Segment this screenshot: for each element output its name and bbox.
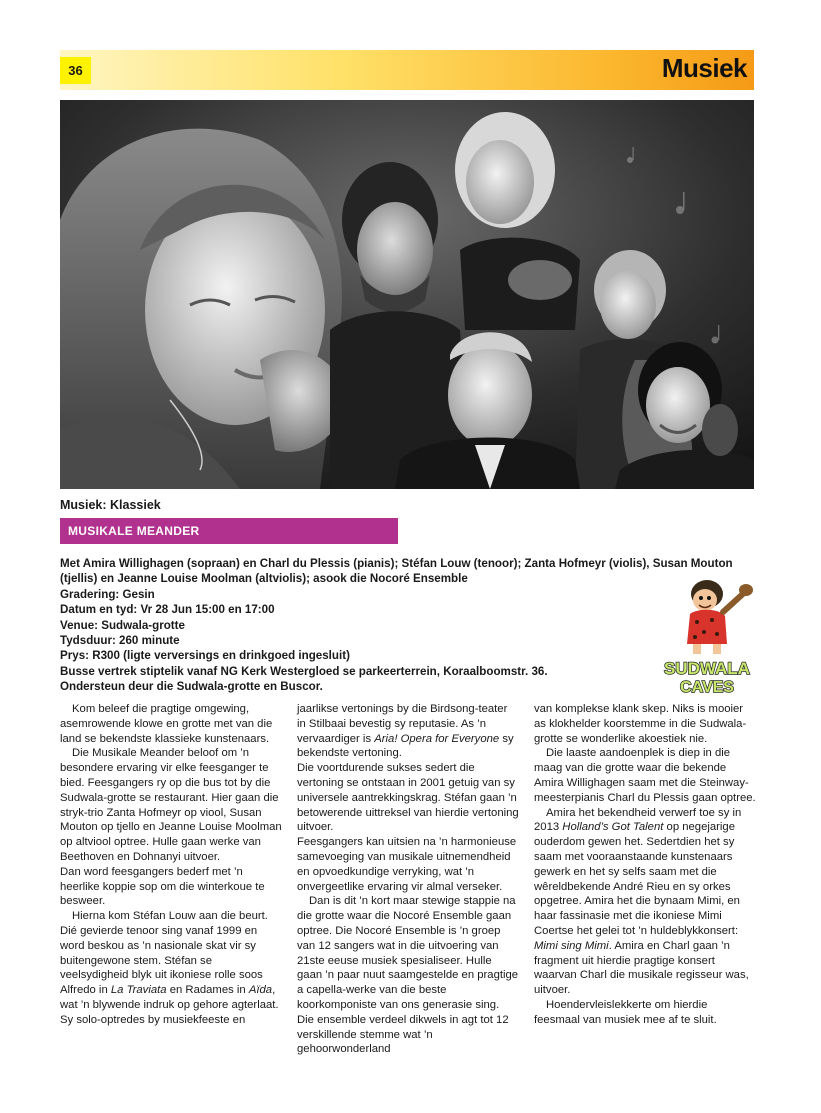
header-band [60, 50, 754, 90]
paragraph: Dan is dit ’n kort maar stewige stappie na die grotte waar die Nocoré Ensemble gaan optree. Die Nocoré Ensemble is ’n groep van 12 sangers wat in die uitvoering van 21ste eeuse musiek spesialiseer. Hulle gaan ’n paar nuut saamgestelde en pragtige a capella-werke van die beste koorkomponiste van ons generasie sing. Die ensemble verdeel dikwels in agt tot 12 verskillende stemme wat ’n gehoorwonderland [297, 895, 519, 1056]
article-column-2 [297, 702, 519, 1057]
page-number: 36 [60, 57, 91, 84]
logo-text-line1: SUDWALA [664, 659, 750, 678]
event-banner: MUSIKALE MEANDER [60, 518, 398, 544]
datetime: Datum en tyd: Vr 28 Jun 15:00 en 17:00 [60, 603, 275, 617]
article-column-3 [534, 702, 756, 1028]
performers: Met Amira Willighagen (sopraan) en Charl du Plessis (pianis); Stéfan Louw (tenoor); Zanta Hofmeyr (violis), Susan Mouton (tjellis) en Jeanne Louise Moolman (altviolis); asook die Nocoré Ensemble [60, 557, 733, 586]
opera-title: La Traviata [110, 984, 167, 997]
venue: Venue: Sudwala-grotte [60, 618, 185, 632]
logo-text-line2: CAVES [680, 679, 734, 696]
paragraph: jaarlikse vertonings by die Birdsong-teater in Stilbaai bevestig sy reputasie. As ’n vervaardiger is Aria! Opera for Everyone sy bekendste vertoning. [297, 703, 514, 760]
section-title: Musiek [661, 53, 747, 83]
support: Ondersteun deur die Sudwala-grotte en Buscor. [60, 680, 323, 694]
paragraph: Die Musikale Meander beloof om ’n besondere ervaring vir elke feesganger te bied. Feesgangers ry op die bus tot by die Sudwala-grotte se restaurant. Hier gaan die stryk-trio Zanta Hofmeyr op viool, Susan Mouton op tjello en Jeanne Louise Moolman op altviool optree. Hulle gaan werke van Beethoven en Dohnanyi uitvoer. [60, 747, 282, 863]
show-title: Aria! Opera for Everyone [374, 732, 500, 745]
opera-title: Aïda [248, 984, 273, 997]
concert-title: Mimi sing Mimi [534, 939, 609, 952]
ensemble-photo [60, 100, 754, 489]
paragraph: Dan word feesgangers bederf met ’n heerlike koppie sop om die winterkoue te besweer. [60, 865, 265, 908]
paragraph: Amira het bekendheid verwerf toe sy in 2013 Holland’s Got Talent op negejarige ouderdom gewen het. Sedertdien het sy saam met vooraanstaande kunstenaars gewerk en het sy selfs saam met die wêreldbekende André Rieu en sy orkes opgetree. Amira het die bynaam Mimi, en haar fassinasie met die ikoniese Mimi Coertse het gelei tot ’n huldeblykkonsert: Mimi sing Mimi. Amira en Charl gaan ’n fragment uit hierdie pragtige konsert waarvan Charl die musikale regisseur was, uitvoer. [534, 806, 749, 997]
paragraph: Die voortdurende sukses sedert die vertoning se ontstaan in 2001 getuig van sy universele aantrekkingskrag. Stéfan gaan ’n betowerende uittreksel van hierdie vertoning uitvoer. [297, 762, 519, 834]
price: Prys: R300 (ligte verversings en drinkgoed ingesluit) [60, 649, 350, 663]
show-title: Holland’s Got Talent [562, 821, 664, 834]
duration: Tydsduur: 260 minute [60, 634, 180, 648]
photo-illustration [60, 100, 754, 489]
paragraph: Hierna kom Stéfan Louw aan die beurt. Dié gevierde tenoor sing vanaf 1999 en word beskou as ’n nasionale skat vir sy buitengewone stem. Stéfan se veelsydigheid blyk uit ikoniese rolle soos Alfredo in La Traviata en Radames in Aïda, wat ’n blywende indruk op gehore agterlaat. Sy solo-optredes by musiekfeeste en [60, 910, 279, 1026]
article-column-1 [60, 702, 282, 1028]
paragraph: Feesgangers kan uitsien na ’n harmonieuse samevoeging van musikale uitnemendheid en opvoedkundige verryking, wat ’n onvergeetlike ervaring vir almal verseker. [297, 836, 517, 893]
paragraph: Hoendervleislekkerte om hierdie feesmaal van musiek mee af te sluit. [534, 998, 717, 1026]
paragraph: van komplekse klank skep. Niks is mooier as klokhelder koorstemme in die Sudwala-grotte se wonderlike akoestiek nie. [534, 703, 747, 745]
sudwala-caves-logo [657, 572, 757, 696]
caption: Musiek: Klassiek [60, 498, 161, 512]
rating: Gradering: Gesin [60, 587, 155, 601]
paragraph: Kom beleef die pragtige omgewing, asemrowende klowe en grotte met van die land se bekendste klassieke kunstenaars. [60, 703, 273, 745]
paragraph: Die laaste aandoenplek is diep in die maag van die grotte waar die bekende Amira Willighagen saam met die Steinway-meesterpianis Charl du Plessis gaan optree. [534, 747, 756, 804]
bus-info: Busse vertrek stiptelik vanaf NG Kerk Westergloed se parkeerterrein, Koraalboomstr. 36. [60, 664, 548, 678]
event-details [60, 556, 760, 695]
